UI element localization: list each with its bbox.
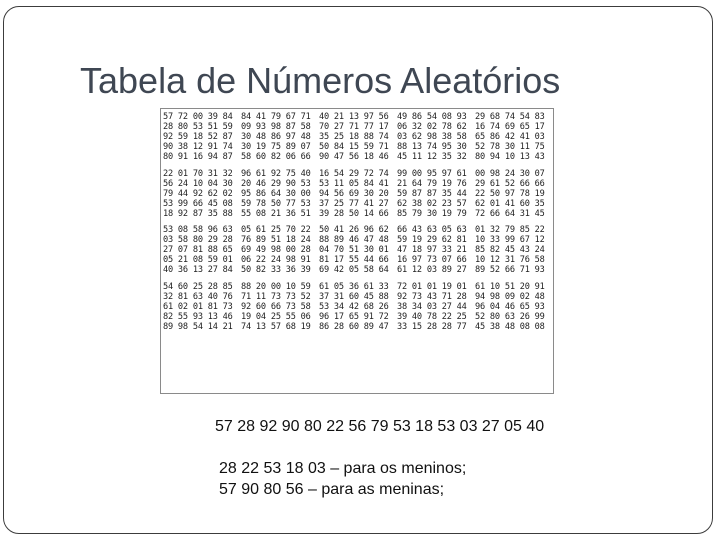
table-cell: 19 04 25 55 06 [241,311,311,322]
table-cell: 90 47 56 18 46 [319,152,389,162]
table-cell: 99 00 95 97 61 [397,168,467,179]
table-cell: 10 33 99 67 12 [475,235,545,245]
table-cell: 59 78 50 77 53 [241,198,311,209]
table-cell: 38 34 03 27 44 [397,301,467,312]
table-cell: 53 08 58 96 63 [163,225,233,235]
table-cell: 90 38 12 91 74 [163,142,233,152]
random-number-table [160,108,554,394]
table-cell: 61 12 03 89 27 [397,265,467,275]
table-cell: 00 98 24 30 07 [475,168,545,179]
table-cell: 82 55 93 13 46 [163,311,233,322]
table-cell: 22 01 70 31 32 [163,168,233,179]
table-cell: 89 52 66 71 93 [475,265,545,275]
table-cell: 88 20 00 10 59 [241,281,311,292]
table-cell: 33 15 28 28 77 [397,321,467,332]
table-cell: 45 38 48 08 08 [475,321,545,332]
table-cell: 50 84 15 59 71 [319,142,389,152]
table-cell: 53 99 66 45 08 [163,198,233,209]
table-cell: 04 70 51 30 01 [319,245,389,255]
table-cell: 16 97 73 07 66 [397,255,467,265]
table-cell: 81 17 55 44 66 [319,255,389,265]
table-cell: 18 92 87 35 88 [163,208,233,219]
table-cell: 09 93 98 87 58 [241,122,311,132]
table-cell: 72 66 64 31 45 [475,208,545,219]
table-cell: 06 22 24 98 91 [241,255,311,265]
table-cell: 52 80 63 26 99 [475,311,545,322]
table-cell: 45 11 12 35 32 [397,152,467,162]
table-cell: 57 72 00 39 84 [163,112,233,122]
table-cell: 50 82 33 36 39 [241,265,311,275]
table-cell: 03 58 80 29 28 [163,235,233,245]
table-cell: 62 01 41 60 35 [475,198,545,209]
table-cell: 40 36 13 27 84 [163,265,233,275]
table-cell: 96 17 65 91 72 [319,311,389,322]
table-cell: 52 78 30 11 75 [475,142,545,152]
table-cell: 16 54 29 72 74 [319,168,389,179]
table-cell: 85 79 30 19 79 [397,208,467,219]
table-cell: 22 50 97 78 19 [475,188,545,199]
table-cell: 69 49 98 00 28 [241,245,311,255]
table-cell: 79 44 92 62 02 [163,188,233,199]
table-cell: 40 21 13 97 56 [319,112,389,122]
table-cell: 49 86 54 08 93 [397,112,467,122]
table-cell: 47 18 97 33 21 [397,245,467,255]
table-cell: 84 41 79 67 71 [241,112,311,122]
table-cell: 39 28 50 14 66 [319,208,389,219]
table-cell: 10 12 31 76 58 [475,255,545,265]
table-cell: 72 01 01 19 01 [397,281,467,292]
table-cell: 30 48 86 97 48 [241,132,311,142]
table-cell: 30 19 75 89 07 [241,142,311,152]
table-cell: 96 61 92 75 40 [241,168,311,179]
table-cell: 39 40 78 22 25 [397,311,467,322]
table-cell: 59 87 87 35 44 [397,188,467,199]
table-cell: 53 34 42 68 26 [319,301,389,312]
table-cell: 06 32 02 78 62 [397,122,467,132]
table-cell: 59 19 29 62 81 [397,235,467,245]
table-cell: 76 89 51 18 24 [241,235,311,245]
table-cell: 53 11 05 84 41 [319,178,389,189]
table-cell: 96 04 46 65 93 [475,301,545,312]
table-cell: 32 81 63 40 76 [163,291,233,302]
table-cell: 70 27 71 77 17 [319,122,389,132]
table-cell: 61 02 01 81 73 [163,301,233,312]
table-cell: 89 98 54 14 21 [163,321,233,332]
boys-line: 28 22 53 18 03 – para os meninos; [219,460,467,477]
table-cell: 05 61 25 70 22 [241,225,311,235]
table-cell: 65 86 42 41 03 [475,132,545,142]
table-cell: 21 64 79 19 76 [397,178,467,189]
table-cell: 86 28 60 89 47 [319,321,389,332]
table-cell: 01 32 79 85 22 [475,225,545,235]
table-cell: 95 86 64 30 00 [241,188,311,199]
table-cell: 61 10 51 20 91 [475,281,545,292]
table-cell: 54 60 25 28 85 [163,281,233,292]
table-cell: 61 05 36 61 33 [319,281,389,292]
table-cell: 71 11 73 73 52 [241,291,311,302]
table-cell: 92 73 43 71 28 [397,291,467,302]
table-cell: 88 13 74 95 30 [397,142,467,152]
table-cell: 28 80 53 51 59 [163,122,233,132]
table-cell: 05 21 08 59 01 [163,255,233,265]
girls-line: 57 90 80 56 – para as meninas; [219,481,445,498]
table-cell: 92 59 18 52 87 [163,132,233,142]
table-cell: 03 62 98 38 58 [397,132,467,142]
random-number-grid [163,112,551,332]
table-cell: 16 74 69 65 17 [475,122,545,132]
table-cell: 55 08 21 36 51 [241,208,311,219]
selected-sequence: 57 28 92 90 80 22 56 79 53 18 53 03 27 05 40 [215,418,545,435]
table-cell: 80 94 10 13 43 [475,152,545,162]
table-cell: 35 25 18 88 74 [319,132,389,142]
table-cell: 80 91 16 94 87 [163,152,233,162]
table-cell: 94 98 09 02 48 [475,291,545,302]
table-cell: 92 60 66 73 58 [241,301,311,312]
table-cell: 88 89 46 47 48 [319,235,389,245]
table-cell: 62 38 02 23 57 [397,198,467,209]
slide-title: Tabela de Números Aleatórios [80,60,561,101]
table-cell: 29 61 52 66 66 [475,178,545,189]
table-cell: 69 42 05 58 64 [319,265,389,275]
table-cell: 94 56 69 30 20 [319,188,389,199]
table-cell: 27 07 81 88 65 [163,245,233,255]
table-cell: 37 25 77 41 27 [319,198,389,209]
table-cell: 56 24 10 04 30 [163,178,233,189]
table-cell: 50 41 26 96 62 [319,225,389,235]
table-cell: 85 82 45 43 24 [475,245,545,255]
table-cell: 29 68 74 54 83 [475,112,545,122]
table-cell: 74 13 57 68 19 [241,321,311,332]
table-cell: 58 60 82 06 66 [241,152,311,162]
table-cell: 20 46 29 90 53 [241,178,311,189]
table-cell: 37 31 60 45 88 [319,291,389,302]
table-cell: 66 43 63 05 63 [397,225,467,235]
